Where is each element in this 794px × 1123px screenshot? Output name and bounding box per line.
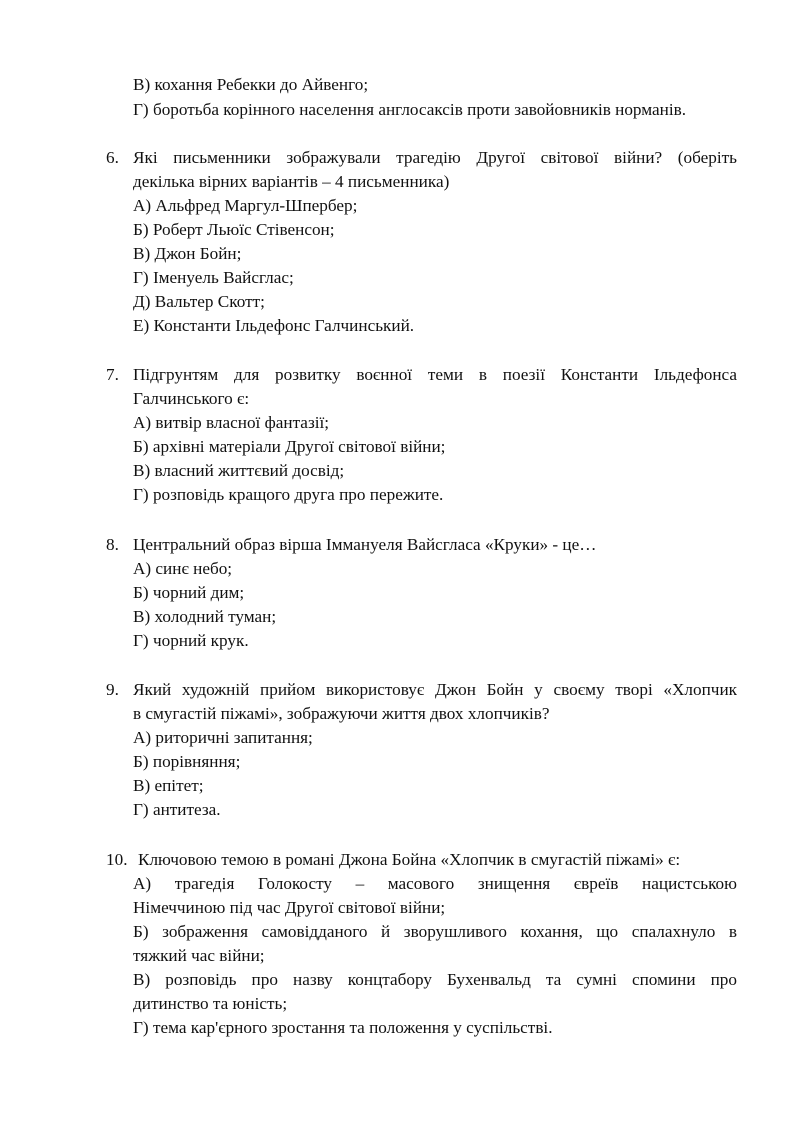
q6-question-line1: Які письменники зображували трагедію Другої світової війни? (оберіть (133, 148, 737, 167)
q8-option-b: Б) чорний дим; (133, 583, 245, 602)
q7-question-line2: Галчинського є: (133, 389, 250, 408)
q6-question-line2: декілька вірних варіантів – 4 письменника) (133, 172, 450, 191)
q10-option-a-line1: А) трагедія Голокосту – масового знищення євреїв нацистською (133, 874, 737, 893)
q10-option-g: Г) тема кар'єрного зростання та положення у суспільстві. (133, 1018, 553, 1037)
q6-option-b: Б) Роберт Льюїс Стівенсон; (133, 220, 335, 239)
q10-option-a-line2: Німеччиною під час Другої світової війни; (133, 898, 446, 917)
q6-option-v: В) Джон Бойн; (133, 244, 242, 263)
q5-option-v: В) кохання Ребекки до Айвенго; (133, 75, 369, 94)
q7-number: 7. (106, 365, 119, 384)
q7-option-a: А) витвір власної фантазії; (133, 413, 330, 432)
q9-option-b: Б) порівняння; (133, 752, 241, 771)
q8-question-line1: Центральний образ вірша Іммануеля Вайсгласа «Круки» - це… (133, 535, 597, 554)
q7-option-v: В) власний життєвий досвід; (133, 461, 345, 480)
q10-option-v-line1: В) розповідь про назву концтабору Бухенвальд та сумні спомини про (133, 970, 737, 989)
q10-number: 10. (106, 850, 128, 869)
q9-option-a: А) риторичні запитання; (133, 728, 313, 747)
q7-option-b: Б) архівні матеріали Другої світової війни; (133, 437, 446, 456)
q6-option-d: Д) Вальтер Скотт; (133, 292, 265, 311)
q6-option-e: Е) Константи Ільдефонс Галчинський. (133, 316, 415, 335)
q9-question-line2: в смугастій піжамі», зображуючи життя двох хлопчиків? (133, 704, 550, 723)
q10-option-b-line1: Б) зображення самовідданого й зворушливого кохання, що спалахнуло в (133, 922, 737, 941)
q9-option-v: В) епітет; (133, 776, 204, 795)
q7-option-g: Г) розповідь кращого друга про пережите. (133, 485, 444, 504)
q9-option-g: Г) антитеза. (133, 800, 221, 819)
q5-option-g: Г) боротьба корінного населення англосаксів проти завойовників норманів. (133, 100, 687, 119)
q10-option-b-line2: тяжкий час війни; (133, 946, 265, 965)
q6-option-a: А) Альфред Маргул-Шпербер; (133, 196, 358, 215)
q7-question-line1: Підгрунтям для розвитку воєнної теми в поезії Константи Ільдефонса (133, 365, 737, 384)
q8-option-v: В) холодний туман; (133, 607, 277, 626)
q8-option-g: Г) чорний крук. (133, 631, 249, 650)
q6-number: 6. (106, 148, 119, 167)
q8-number: 8. (106, 535, 119, 554)
q9-question-line1: Який художній прийом використовує Джон Бойн у своєму творі «Хлопчик (133, 680, 737, 699)
q8-option-a: А) синє небо; (133, 559, 233, 578)
q10-question-line1: Ключовою темою в романі Джона Бойна «Хлопчик в смугастій піжамі» є: (138, 850, 681, 869)
q6-option-g: Г) Іменуель Вайсглас; (133, 268, 294, 287)
q9-number: 9. (106, 680, 119, 699)
q10-option-v-line2: дитинство та юність; (133, 994, 288, 1013)
